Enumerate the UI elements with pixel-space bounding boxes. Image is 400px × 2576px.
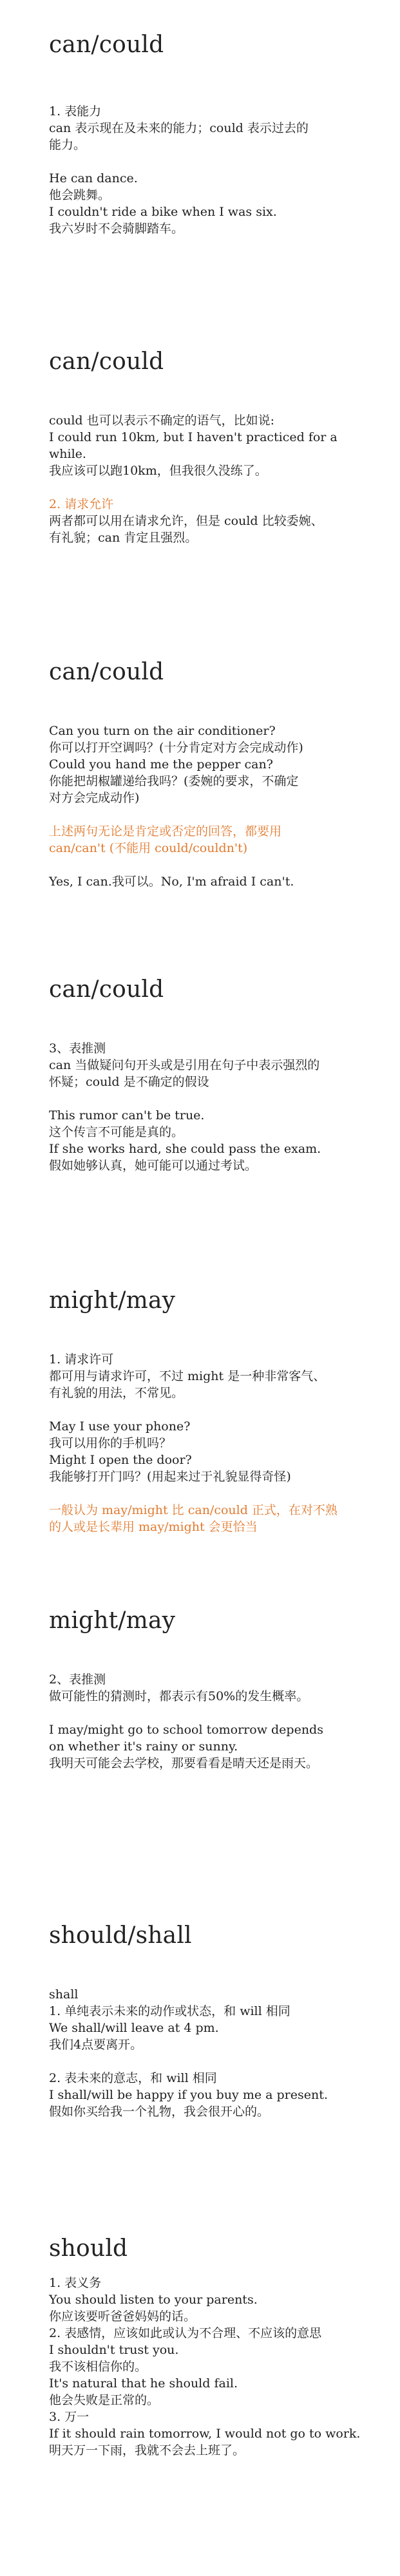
text-line: May I use your phone? — [49, 1419, 191, 1434]
text-line: 你应该要听爸爸妈妈的话。 — [49, 2309, 196, 2324]
text-line: 有礼貌；can 肯定且强烈。 — [49, 531, 198, 545]
text-line: 我明天可能会去学校，那要看看是晴天还是雨天。 — [49, 1756, 319, 1770]
highlight-note: 一般认为 may/might 比 can/could 正式，在对不熟 — [49, 1503, 338, 1517]
line-gap — [49, 857, 371, 873]
section-body — [49, 103, 371, 237]
text-line: shall — [49, 1987, 79, 2002]
text-line: 做可能性的猜测时，都表示有50%的发生概率。 — [49, 1689, 309, 1703]
text-line: 都可用与请求许可，不过 might 是一种非常客气、 — [49, 1369, 326, 1383]
line-gap — [49, 1485, 371, 1502]
line-gap — [49, 806, 371, 823]
text-line: 怀疑；could 是不确定的假设 — [49, 1075, 209, 1089]
line-gap — [49, 1090, 371, 1107]
section-heading: might/may — [49, 1607, 176, 1634]
text-line: 我可以用你的手机吗？ — [49, 1436, 172, 1450]
text-line: 你可以打开空调吗？(十分肯定对方会完成动作) — [49, 741, 303, 755]
text-line: could 也可以表示不确定的语气，比如说: — [49, 413, 274, 428]
text-line: 他会跳舞。 — [49, 188, 111, 202]
highlight-note: can/can't (不能用 could/couldn't) — [49, 841, 248, 855]
text-line: can 表示现在及未来的能力；could 表示过去的 — [49, 121, 309, 135]
text-line: Can you turn on the air conditioner? — [49, 724, 276, 738]
text-line: 假如她够认真，她可能可以通过考试。 — [49, 1159, 258, 1173]
text-line: If it should rain tomorrow, I would not go to work. — [49, 2427, 361, 2441]
text-line: 你能把胡椒罐递给我吗？(委婉的要求，不确定 — [49, 774, 299, 788]
section-heading: can/could — [49, 32, 164, 58]
section-body — [49, 1671, 371, 1772]
text-line: 1. 表能力 — [49, 104, 102, 118]
line-gap — [49, 1705, 371, 1721]
line-gap — [49, 153, 371, 170]
section-heading: can/could — [49, 348, 164, 375]
line-gap — [49, 1401, 371, 1418]
section-body — [49, 1040, 371, 1174]
text-line: 这个传言不可能是真的。 — [49, 1125, 184, 1139]
text-line: We shall/will leave at 4 pm. — [49, 2021, 219, 2035]
text-line: 2. 表未来的意志，和 will 相同 — [49, 2071, 217, 2085]
section-heading: should/shall — [49, 1922, 192, 1949]
text-line: 两者都可以用在请求允许，但是 could 比较委婉、 — [49, 514, 323, 528]
text-line: 假如你买给我一个礼物，我会很开心的。 — [49, 2105, 270, 2119]
text-line: 2、表推测 — [49, 1672, 106, 1687]
text-line: 2. 表感情，应该如此或认为不合理、不应该的意思 — [49, 2326, 322, 2340]
text-line: Yes, I can.我可以。No, I'm afraid I can't. — [49, 875, 294, 889]
section-body — [49, 2275, 371, 2459]
highlight-note: 上述两句无论是肯定或否定的回答，都要用 — [49, 824, 282, 838]
text-line: He can dance. — [49, 171, 138, 185]
text-line: 我应该可以跑10km，但我很久没练了。 — [49, 464, 267, 478]
text-line: while. — [49, 447, 86, 461]
text-line: I may/might go to school tomorrow depends — [49, 1723, 323, 1737]
text-line: 对方会完成动作) — [49, 791, 140, 805]
section-heading: can/could — [49, 976, 164, 1003]
section-heading: should — [49, 2235, 128, 2262]
text-line: Might I open the door? — [49, 1453, 192, 1467]
text-line: 我六岁时不会骑脚踏车。 — [49, 222, 184, 236]
text-line: I shouldn't trust you. — [49, 2343, 179, 2357]
subheading-orange: 2. 请求允许 — [49, 497, 114, 511]
text-line: on whether it's rainy or sunny. — [49, 1739, 238, 1754]
text-line: 1. 请求许可 — [49, 1352, 114, 1367]
text-line: 我们4点要离开。 — [49, 2038, 143, 2052]
text-line: can 当做疑问句开头或是引用在句子中表示强烈的 — [49, 1058, 320, 1072]
text-line: I couldn't ride a bike when I was six. — [49, 205, 277, 219]
text-line: This rumor can't be true. — [49, 1108, 205, 1122]
text-line: 1. 表义务 — [49, 2276, 102, 2290]
text-line: 明天万一下雨，我就不会去上班了。 — [49, 2443, 245, 2458]
text-line: It's natural that he should fail. — [49, 2376, 238, 2391]
text-line: Could you hand me the pepper can? — [49, 757, 273, 772]
section-heading: might/may — [49, 1287, 176, 1314]
section-heading: can/could — [49, 659, 164, 685]
text-line: If she works hard, she could pass the exam. — [49, 1142, 321, 1156]
text-line: 我不该相信你的。 — [49, 2360, 148, 2374]
section-body — [49, 723, 371, 890]
text-line: 我能够打开门吗？(用起来过于礼貌显得奇怪) — [49, 1470, 291, 1484]
line-gap — [49, 479, 371, 496]
text-line: 3. 万一 — [49, 2410, 90, 2424]
line-gap — [49, 2053, 371, 2070]
section-body — [49, 412, 371, 546]
text-line: You should listen to your parents. — [49, 2293, 258, 2307]
highlight-note: 的人或是长辈用 may/might 会更恰当 — [49, 1520, 258, 1534]
text-line: 能力。 — [49, 138, 86, 152]
text-line: 3、表推测 — [49, 1041, 106, 1056]
text-line: 1. 单纯表示未来的动作或状态，和 will 相同 — [49, 2004, 290, 2018]
text-line: 有礼貌的用法，不常见。 — [49, 1386, 184, 1400]
section-body — [49, 1986, 371, 2120]
section-body — [49, 1351, 371, 1535]
text-line: I shall/will be happy if you buy me a present. — [49, 2088, 328, 2102]
text-line: 他会失败是正常的。 — [49, 2393, 160, 2407]
text-line: I could run 10km, but I haven't practiced for a — [49, 430, 338, 444]
